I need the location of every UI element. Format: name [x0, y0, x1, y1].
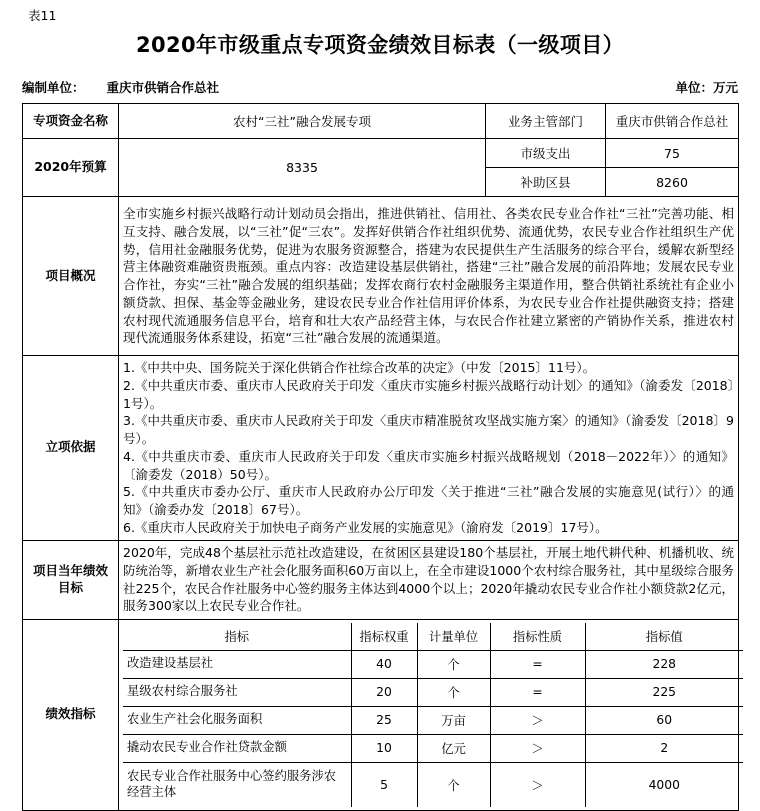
column-header-unit: 计量单位	[417, 623, 490, 651]
column-header-name: 指标	[123, 623, 351, 651]
document-meta	[22, 78, 738, 96]
annual-goal-text: 2020年，完成48个基层社示范社改造建设，在贫困区县建设180个基层社，开展土地代耕代种、机播机收、统防统治等，新增农业生产社会化服务面积60万亩以上，在全市建设1000个农村综合服务社，其中星级综合服务社225个，农民合作社服务中心签约服务主体达到4000个以上；2020年撬动农民专业合作社小额贷款2亿元，服务300家以上农民专业合作社。	[119, 540, 739, 619]
indicators-container	[119, 619, 739, 810]
city-expense-value: 75	[606, 139, 739, 168]
table-row-basis	[23, 356, 739, 541]
dept-label: 业务主管部门	[486, 104, 606, 139]
indicator-nature: ＞	[490, 734, 585, 762]
subsidy-value: 8260	[606, 168, 739, 197]
indicator-weight: 10	[351, 734, 417, 762]
subsidy-label: 补助区县	[486, 168, 606, 197]
basis-item: 4.《中共重庆市委、重庆市人民政府关于印发〈重庆市实施乡村振兴战略规划（2018－2022年）〉的通知》〔渝委发（2018）50号）。	[123, 448, 734, 482]
city-expense-label: 市级支出	[486, 139, 606, 168]
overview-text: 全市实施乡村振兴战略行动计划动员会指出，推进供销社、信用社、各类农民专业合作社“三社”完善功能、相互支持、融合发展，以“三社”促“三农”。发挥好供销合作社组织优势、流通优势，农民专业合作社组织生产优势，信用社金融服务优势，促进为农服务资源整合，搭建为农民提供生产生活服务的综合平台，缓解农新型经营主体融资难融资贵瓶颈。重点内容：改造建设基层供销社，搭建“三社”融合发展的前沿阵地；发展农民专业合作社，夯实“三社”融合发展的组织基础；发挥农商行农村金融服务主渠道作用，整合供销社系统社有企业小额贷款、担保、基金等金融业务，建设农民专业合作社信用评价体系，为农民专业合作社提供融资支持；搭建农村现代流通服务信息平台，培育和壮大农产品经营主体，与农民合作社建立紧密的产销协作关系，推进农村现代流通服务体系建设，拓宽“三社”融合发展的流通渠道。	[119, 197, 739, 356]
basis-item: 2.《中共重庆市委、重庆市人民政府关于印发〈重庆市实施乡村振兴战略行动计划〉的通知》（渝委发〔2018〕1号）。	[123, 377, 734, 411]
indicator-name: 撬动农民专业合作社贷款金额	[123, 734, 351, 762]
indicator-weight: 25	[351, 706, 417, 734]
indicator-name: 农民专业合作社服务中心签约服务涉农经营主体	[123, 762, 351, 807]
indicator-name: 星级农村综合服务社	[123, 678, 351, 706]
indicator-unit: 个	[417, 678, 490, 706]
indicator-weight: 40	[351, 650, 417, 678]
table-row-annual-goal	[23, 540, 739, 619]
dept-value: 重庆市供销合作总社	[606, 104, 739, 139]
performance-goal-table	[22, 103, 739, 811]
budget-label: 2020年预算	[23, 139, 119, 197]
indicator-name: 改造建设基层社	[123, 650, 351, 678]
table-row-fund-name	[23, 104, 739, 139]
basis-list	[119, 356, 739, 541]
basis-label: 立项依据	[23, 356, 119, 541]
indicator-value: 2	[585, 734, 743, 762]
indicators-header-row	[123, 623, 743, 651]
indicators-table	[123, 623, 743, 807]
indicator-value: 4000	[585, 762, 743, 807]
indicator-unit: 亿元	[417, 734, 490, 762]
table-row-indicators	[23, 619, 739, 810]
indicators-label: 绩效指标	[23, 619, 119, 810]
indicator-weight: 5	[351, 762, 417, 807]
table-row-overview	[23, 197, 739, 356]
compiler-block	[22, 78, 219, 96]
column-header-value: 指标值	[585, 623, 743, 651]
page-title: 2020年市级重点专项资金绩效目标表（一级项目）	[135, 33, 625, 57]
basis-item: 3.《中共重庆市委、重庆市人民政府关于印发〈重庆市精准脱贫攻坚战实施方案〉的通知》（渝委发〔2018〕9号）。	[123, 413, 734, 446]
table-row	[123, 762, 743, 807]
indicator-unit: 个	[417, 650, 490, 678]
overview-label: 项目概况	[23, 197, 119, 356]
indicator-value: 228	[585, 650, 743, 678]
indicator-weight: 20	[351, 678, 417, 706]
compiler-label: 编制单位：	[22, 80, 85, 95]
column-header-weight: 指标权重	[351, 623, 417, 651]
indicator-value: 225	[585, 678, 743, 706]
indicator-nature: ＞	[490, 762, 585, 807]
column-header-nature: 指标性质	[490, 623, 585, 651]
fund-name-value: 农村“三社”融合发展专项	[119, 104, 486, 139]
table-row-budget-city	[23, 139, 739, 168]
basis-item: 6.《重庆市人民政府关于加快电子商务产业发展的实施意见》（渝府发〔2019〕17号）。	[123, 519, 608, 535]
indicator-value: 60	[585, 706, 743, 734]
table-row	[123, 734, 743, 762]
basis-item: 5.《中共重庆市委办公厅、重庆市人民政府办公厅印发〈关于推进“三社”融合发展的实施意见(试行）〉的通知》（渝委办发〔2018〕67号）。	[123, 484, 734, 517]
indicator-nature: =	[490, 678, 585, 706]
annual-goal-label: 项目当年绩效目标	[23, 540, 119, 619]
compiler-value: 重庆市供销合作总社	[106, 80, 220, 95]
basis-item: 1.《中共中央、国务院关于深化供销合作社综合改革的决定》（中发〔2015〕11号）。	[123, 360, 596, 375]
indicator-name: 农业生产社会化服务面积	[123, 706, 351, 734]
table-row	[123, 650, 743, 678]
indicator-unit: 万亩	[417, 706, 490, 734]
table-number: 表11	[28, 8, 57, 23]
indicator-unit: 个	[417, 762, 490, 807]
table-row	[123, 706, 743, 734]
fund-name-label: 专项资金名称	[23, 104, 119, 139]
indicator-nature: =	[490, 650, 585, 678]
indicator-nature: ＞	[490, 706, 585, 734]
budget-value: 8335	[119, 139, 486, 197]
table-row	[123, 678, 743, 706]
unit-label: 单位：万元	[675, 80, 738, 95]
